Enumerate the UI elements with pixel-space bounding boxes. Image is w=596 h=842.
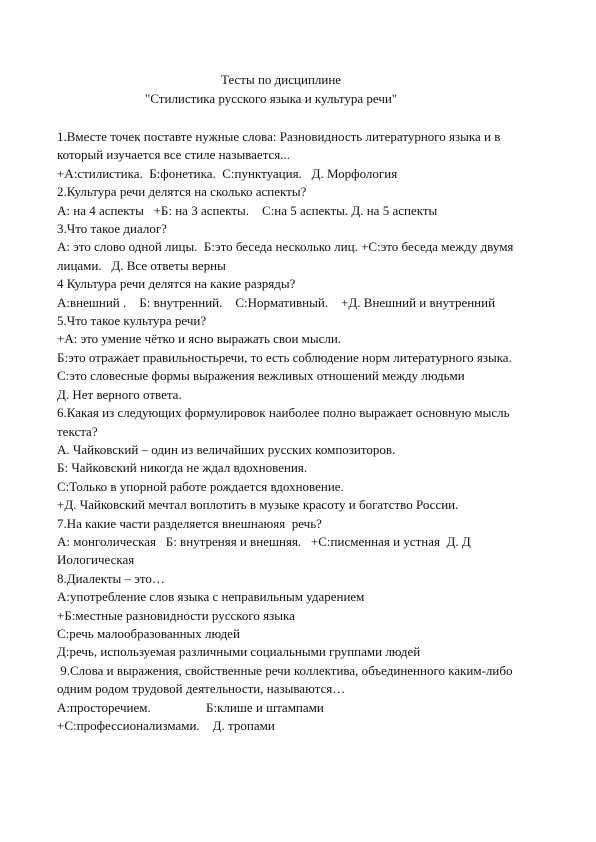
document-subtitle: "Стилистика русского языка и культура речи" (145, 91, 398, 106)
text-line: +Б:местные разновидности русского языка (57, 607, 295, 623)
text-line: С:Только в упорной работе рождается вдохновение. (57, 478, 344, 494)
text-line: 7.На какие части разделяется внешнаюяя речь? (57, 515, 322, 531)
test-questions (57, 128, 562, 735)
text-line: который изучается все стиле называется... (57, 147, 291, 163)
text-line: А. Чайковский – один из величайших русских композиторов. (57, 441, 396, 457)
text-line: +А:стилистика. Б:фонетика. С:пунктуация. Д. Морфология (57, 165, 398, 181)
text-line: 2.Культура речи делятся на сколько аспекты? (57, 184, 307, 200)
text-line: +С:профессионализмами. Д. тропами (57, 718, 275, 733)
text-line: А:употребление слов языка с неправильным ударением (57, 589, 365, 605)
text-line: 3.Что такое диалог? (57, 221, 167, 237)
text-line: +А: это умение чётко и ясно выражать свои мысли. (57, 331, 342, 347)
document-title: Тесты по дисциплине (221, 72, 342, 87)
text-line: А:внешний . Б: внутренний. С:Нормативный. +Д. Внешний и внутренний (57, 294, 496, 310)
text-line: Б: Чайковский никогда не ждал вдохновения. (57, 460, 308, 476)
text-line: С:это словесные формы выражения вежливых отношений между людьми (57, 368, 465, 384)
text-line: А: монголическая Б: внутреняя и внешняя. +С:писменная и устная Д. Д (57, 533, 471, 549)
text-line: Д. Нет верного ответа. (57, 386, 182, 402)
text-line: 8.Диалекты – это… (57, 570, 165, 586)
text-line: +Д. Чайковский мечтал воплотить в музыке красоту и богатство России. (57, 497, 459, 513)
text-line: Иологическая (57, 552, 135, 568)
text-line: 6.Какая из следующих формулировок наиболее полно выражает основную мысль (57, 405, 510, 421)
text-line: 5.Что такое культура речи? (57, 313, 207, 329)
text-line: текста? (57, 423, 98, 439)
text-line: С:речь малообразованных людей (57, 625, 240, 641)
text-line: 4 Культура речи делятся на какие разряды? (57, 276, 296, 292)
text-line: 1.Вместе точек поставте нужные слова: Разновидность литературного языка и в (57, 129, 501, 144)
text-line: 9.Слова и выражения, свойственные речи коллектива, объединенного каким-либо (57, 662, 513, 678)
text-line: А: это слово одной лицы. Б:это беседа несколько лиц. +С:это беседа между двумя (57, 239, 514, 255)
text-line: одним родом трудовой деятельности, называются… (57, 681, 346, 697)
text-line: Б:это отражает правильностьречи, то есть соблюдение норм литературного языка. (57, 349, 512, 365)
text-line: лицами. Д. Все ответы верны (57, 257, 226, 273)
text-line: Д:речь, используемая различными социальными группами людей (57, 644, 421, 660)
text-line: А: на 4 аспекты +Б: на 3 аспекты. С:на 5 аспекты. Д. на 5 аспекты (57, 202, 438, 218)
text-line: А:просторечием. Б:клише и штампами (57, 699, 324, 715)
